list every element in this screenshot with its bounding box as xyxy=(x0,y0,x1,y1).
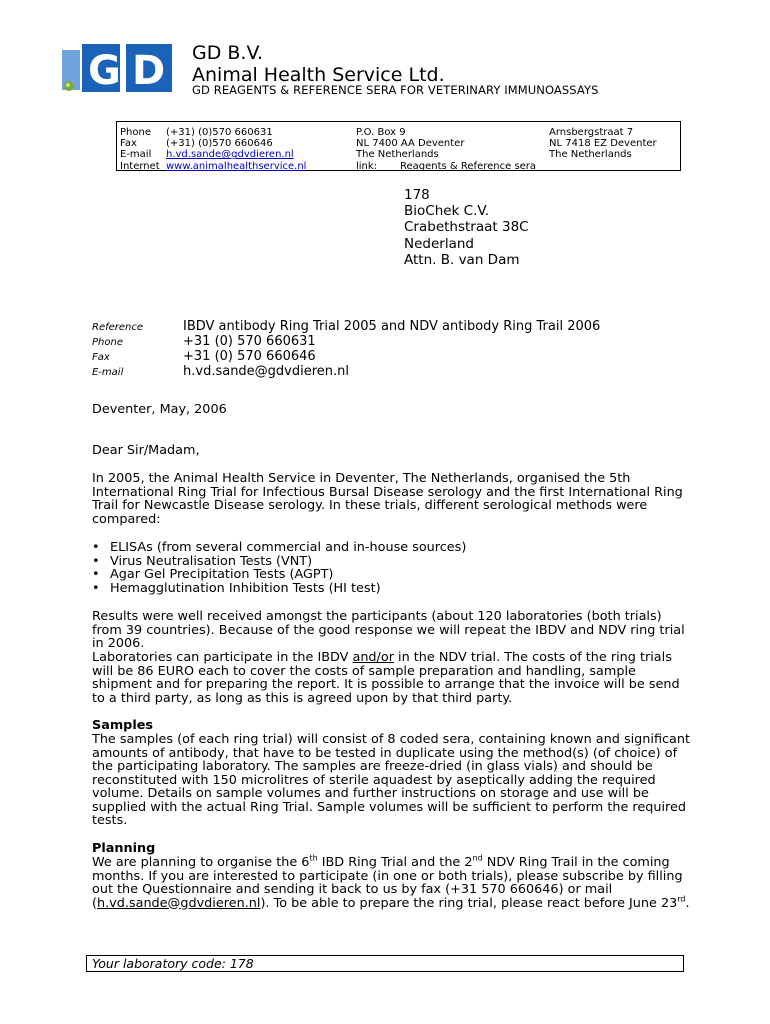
meta-fax-value: +31 (0) 570 660646 xyxy=(183,349,316,364)
reference-value: IBDV antibody Ring Trial 2005 and NDV antibody Ring Trail 2006 xyxy=(183,319,601,334)
contact-box xyxy=(116,121,681,171)
contact-column-visiting xyxy=(549,127,657,161)
participation-paragraph: Laboratories can participate in the IBDV and/or in the NDV trial. The costs of the ring trials will be 86 EURO each to cover the costs of sample preparation and handling, sample shipment and for preparing the report. It is possible to arrange that the invoice will be send to a third party, as long as this is agreed upon by that third party. xyxy=(92,650,680,706)
bullet-icon: • xyxy=(92,567,100,582)
recipient-address xyxy=(404,187,529,268)
bullet-icon: • xyxy=(92,553,100,569)
po-city: NL 7400 AA Deventer xyxy=(356,138,465,150)
list-item: • ELISAs (from several commercial and in-house sources) xyxy=(92,540,467,555)
list-item: • Hemagglutination Inhibition Tests (HI test) xyxy=(92,580,381,596)
phone-label: Phone xyxy=(120,127,151,138)
logo-letter-g: G xyxy=(88,48,121,94)
phone-value: (+31) (0)570 660631 xyxy=(166,127,273,138)
po-box: P.O. Box 9 xyxy=(356,127,406,138)
samples-heading: Samples xyxy=(92,718,154,733)
letter-salutation: Dear Sir/Madam, xyxy=(92,443,200,458)
street-country: The Netherlands xyxy=(549,149,632,161)
results-paragraph: Results were well received amongst the participants (about 120 laboratories (both trials) from 39 countries). Because of the good response we will repeat the IBDV and NDV ring trial in 2006. xyxy=(92,609,685,651)
bullet-icon: • xyxy=(92,580,100,596)
org-name-line-2: Animal Health Service Ltd. xyxy=(192,64,445,86)
meta-email-label: E-mail xyxy=(92,367,124,378)
meta-phone-label: Phone xyxy=(92,337,123,348)
bullet-icon: • xyxy=(92,540,100,555)
gd-logo-graphic xyxy=(60,40,178,96)
recipient-street: Crabethstraat 38C xyxy=(404,219,529,236)
logo-letter-d: D xyxy=(132,48,166,94)
meta-fax-label: Fax xyxy=(92,352,110,363)
link-text[interactable]: Reagents & Reference sera xyxy=(400,160,537,172)
recipient-attention: Attn. B. van Dam xyxy=(404,251,520,268)
internet-label: Internet xyxy=(120,160,160,172)
intro-paragraph: In 2005, the Animal Health Service in Deventer, The Netherlands, organised the 5th International Ring Trial for Infectious Bursal Disease serology and the first International Ring Trail for Newcastle Disease serology. In these trials, different serological methods were compared: xyxy=(92,471,683,527)
fax-label: Fax xyxy=(120,138,137,150)
street-city: NL 7418 EZ Deventer xyxy=(549,138,657,150)
contact-column-postal xyxy=(356,127,536,172)
recipient-number: 178 xyxy=(404,187,430,203)
email-link[interactable]: h.vd.sande@gdvdieren.nl xyxy=(166,149,294,161)
meta-phone-value: +31 (0) 570 660631 xyxy=(183,334,316,349)
meta-email-value: h.vd.sande@gdvdieren.nl xyxy=(183,364,350,379)
planning-email-link[interactable]: h.vd.sande@gdvdieren.nl xyxy=(97,895,261,911)
po-country: The Netherlands xyxy=(356,149,439,161)
and-or-text: and/or xyxy=(352,650,394,665)
recipient-company: BioChek C.V. xyxy=(404,203,490,220)
planning-heading: Planning xyxy=(92,841,156,856)
methods-list xyxy=(92,541,466,595)
contact-column-communication xyxy=(120,127,306,172)
list-item: • Agar Gel Precipitation Tests (AGPT) xyxy=(92,567,334,582)
list-item: • Virus Neutralisation Tests (VNT) xyxy=(92,553,313,569)
planning-paragraph: We are planning to organise the 6th IBD Ring Trial and the 2nd NDV Ring Trail in the coming months. If you are interested to participate (in one or both trials), please subscribe by filling out the Questionnaire and sending it back to us by fax (+31 570 660646) or mail (h.vd.sande@gdvdieren.nl). To be able to prepare the ring trial, please react before June 23rd. xyxy=(92,853,690,911)
reference-block xyxy=(92,320,600,380)
samples-paragraph: The samples (of each ring trial) will consist of 8 coded sera, containing known and significant amounts of antibody, that have to be tested in duplicate using the method(s) (of choice) of the participating laboratory. The samples are freeze-dried (in glass vials) and should be reconstituted with 150 microlitres of sterile aquadest by aseptically adding the required volume. Details on sample volumes and further instructions on storage and use will be supplied with the actual Ring Trial. Sample volumes will be sufficient to perform the required tests. xyxy=(92,732,691,828)
laboratory-code-box: Your laboratory code: 178 xyxy=(86,955,684,972)
email-label: E-mail xyxy=(120,149,152,161)
fax-value: (+31) (0)570 660646 xyxy=(166,138,273,150)
reference-label: Reference xyxy=(92,322,144,333)
organisation-subtitle: GD REAGENTS & REFERENCE SERA FOR VETERINARY IMMUNOASSAYS xyxy=(192,83,599,97)
link-label: link: xyxy=(356,160,378,172)
letter-date: Deventer, May, 2006 xyxy=(92,402,227,417)
website-link[interactable]: www.animalhealthservice.nl xyxy=(166,160,307,172)
org-name-line-1: GD B.V. xyxy=(192,42,264,64)
recipient-country: Nederland xyxy=(404,235,474,252)
gd-logo xyxy=(60,40,178,96)
organisation-name xyxy=(192,42,445,86)
street: Arnsbergstraat 7 xyxy=(549,127,634,138)
